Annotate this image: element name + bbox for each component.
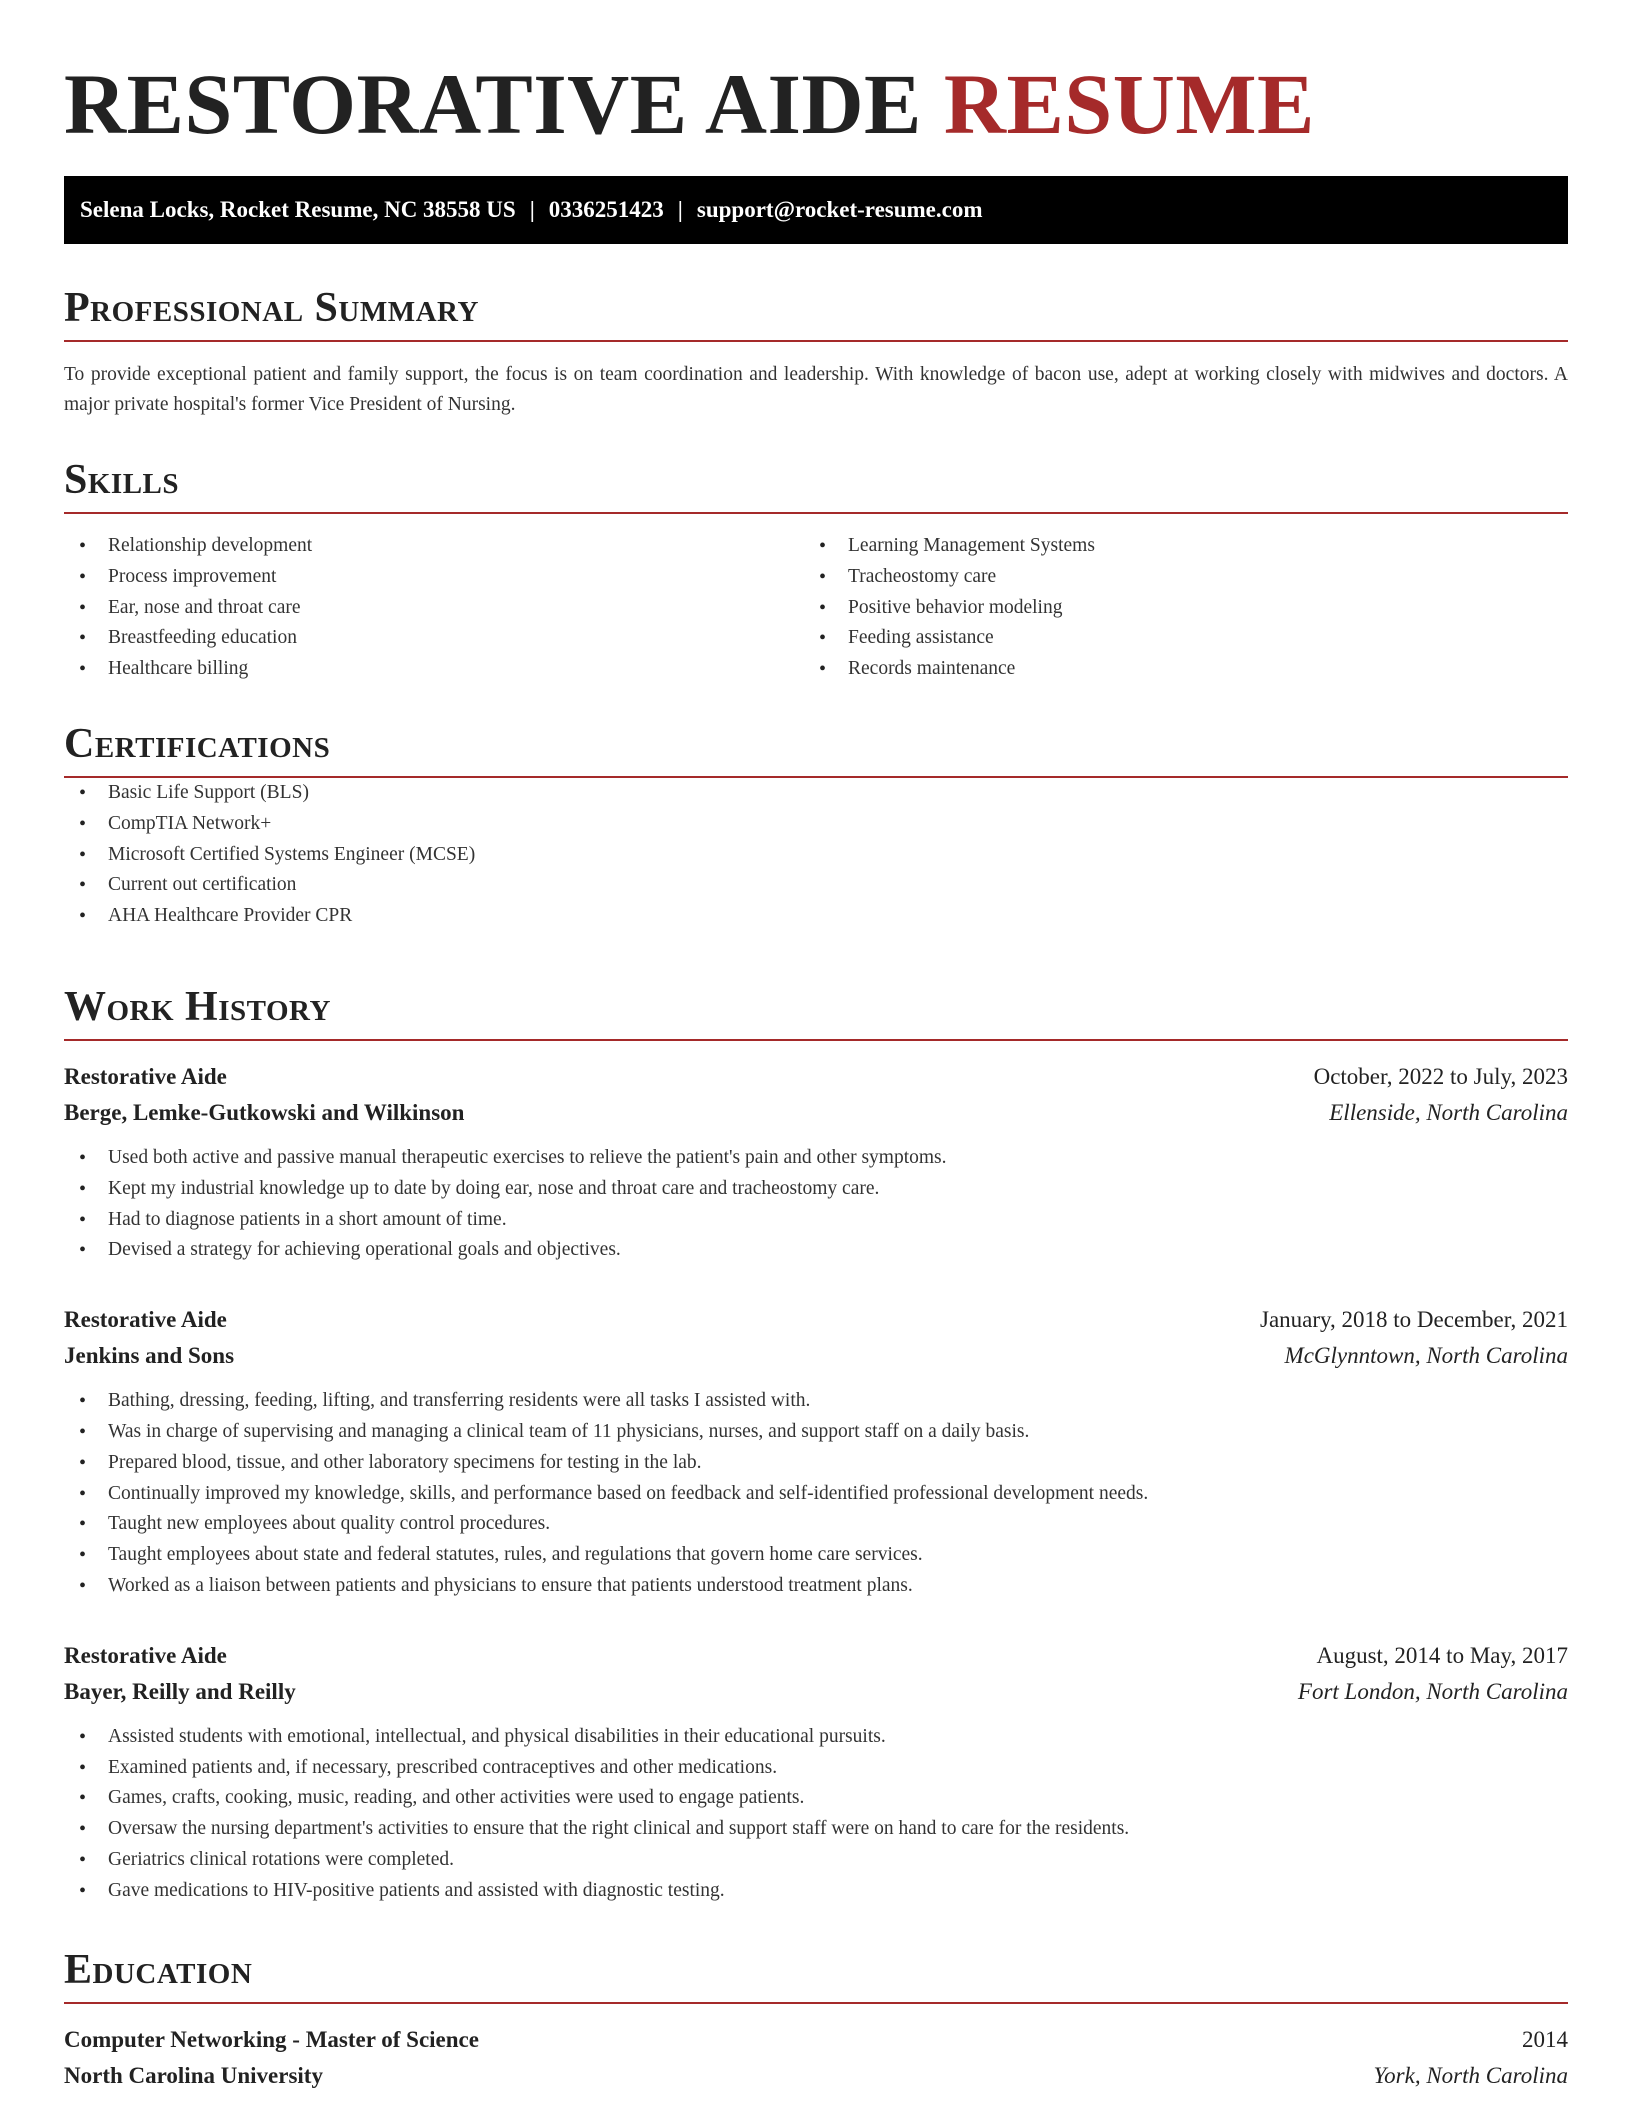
job-duty: • Oversaw the nursing department's activities to ensure that the right clinical and support staff were on hand to care for the residents. [64, 1814, 1568, 1845]
job-entry [64, 1059, 1568, 1266]
job-entry [64, 1638, 1568, 1907]
skills-section [64, 455, 1568, 685]
job-company: Berge, Lemke-Gutkowski and Wilkinson [64, 1100, 465, 1125]
work-history-heading: Work History [64, 982, 1568, 1041]
job-location: McGlynntown, North Carolina [1284, 1343, 1568, 1369]
education-degree: Computer Networking - Master of Science [64, 2027, 479, 2052]
job-duty: • Taught new employees about quality control procedures. [64, 1509, 1568, 1540]
job-duties [64, 1386, 1568, 1602]
job-title: Restorative Aide [64, 1642, 227, 1668]
skill-item: • Positive behavior modeling [804, 593, 1544, 624]
skill-item: • Breastfeeding education [64, 623, 804, 654]
job-duty: • Kept my industrial knowledge up to date by doing ear, nose and throat care and tracheostomy care. [64, 1174, 1568, 1205]
contact-email: support@rocket-resume.com [696, 197, 983, 222]
skill-item: • Records maintenance [804, 654, 1544, 685]
certifications-list [64, 778, 1568, 932]
job-dates: January, 2018 to December, 2021 [1260, 1307, 1568, 1333]
education-year: 2014 [1522, 2027, 1568, 2052]
education-entry [64, 2022, 1568, 2094]
job-duty: • Geriatrics clinical rotations were completed. [64, 1845, 1568, 1876]
summary-section [64, 283, 1568, 420]
job-duty: • Games, crafts, cooking, music, reading, and other activities were used to engage patients. [64, 1783, 1568, 1814]
job-dates: August, 2014 to May, 2017 [1316, 1642, 1568, 1668]
title-main: RESTORATIVE AIDE [64, 56, 922, 152]
education-heading: Education [64, 1945, 1568, 2004]
certifications-section [64, 719, 1568, 932]
job-duty: • Gave medications to HIV-positive patients and assisted with diagnostic testing. [64, 1876, 1568, 1907]
job-company: Jenkins and Sons [64, 1343, 235, 1369]
education-location: York, North Carolina [1373, 2063, 1568, 2088]
job-location: Ellenside, North Carolina [1329, 1100, 1568, 1125]
job-duty: • Used both active and passive manual therapeutic exercises to relieve the patient's pain and other symptoms. [64, 1143, 1568, 1174]
skills-heading: Skills [64, 455, 1568, 514]
skill-item: • Tracheostomy care [804, 562, 1544, 593]
work-history-section [64, 982, 1568, 1907]
contact-bar [64, 176, 1568, 244]
job-duty: • Assisted students with emotional, intellectual, and physical disabilities in their educational pursuits. [64, 1722, 1568, 1753]
contact-separator: | [677, 197, 683, 222]
job-title: Restorative Aide [64, 1307, 227, 1333]
education-school: North Carolina University [64, 2063, 323, 2088]
certification-item: • Microsoft Certified Systems Engineer (MCSE) [64, 840, 1568, 871]
job-duty: • Worked as a liaison between patients and physicians to ensure that patients understood treatment plans. [64, 1571, 1568, 1602]
job-duties [64, 1143, 1568, 1266]
skills-list-left [64, 531, 804, 685]
skill-item: • Process improvement [64, 562, 804, 593]
certification-item: • Basic Life Support (BLS) [64, 778, 1568, 809]
skill-item: • Feeding assistance [804, 623, 1544, 654]
certifications-heading: Certifications [64, 719, 1568, 778]
job-duty: • Examined patients and, if necessary, prescribed contraceptives and other medications. [64, 1753, 1568, 1784]
summary-text: To provide exceptional patient and family support, the focus is on team coordination and leadership. With knowledge of bacon use, adept at working closely with midwives and doctors. A major private hospital's former Vice President of Nursing. [64, 364, 1568, 415]
skills-grid [64, 531, 1568, 685]
education-section [64, 1945, 1568, 2094]
job-duty: • Devised a strategy for achieving operational goals and objectives. [64, 1235, 1568, 1266]
contact-address: Selena Locks, Rocket Resume, NC 38558 US [80, 197, 516, 222]
skill-item: • Healthcare billing [64, 654, 804, 685]
job-company: Bayer, Reilly and Reilly [64, 1678, 296, 1704]
certification-item: • CompTIA Network+ [64, 809, 1568, 840]
job-duty: • Had to diagnose patients in a short amount of time. [64, 1205, 1568, 1236]
job-duty: • Taught employees about state and federal statutes, rules, and regulations that govern home care services. [64, 1540, 1568, 1571]
summary-heading: Professional Summary [64, 283, 1568, 342]
job-location: Fort London, North Carolina [1297, 1678, 1568, 1704]
title-accent: RESUME [943, 56, 1315, 152]
certification-item: • AHA Healthcare Provider CPR [64, 901, 1568, 932]
skills-list-right [804, 531, 1544, 685]
job-duty: • Bathing, dressing, feeding, lifting, and transferring residents were all tasks I assisted with. [64, 1386, 1568, 1417]
job-duty: • Continually improved my knowledge, skills, and performance based on feedback and self-identified professional development needs. [64, 1479, 1568, 1510]
job-duties [64, 1722, 1568, 1907]
job-title: Restorative Aide [64, 1064, 227, 1089]
job-duty: • Was in charge of supervising and managing a clinical team of 11 physicians, nurses, and support staff on a daily basis. [64, 1417, 1568, 1448]
skill-item: • Learning Management Systems [804, 531, 1544, 562]
contact-phone: 0336251423 [548, 197, 664, 222]
contact-separator: | [529, 197, 535, 222]
job-duty: • Prepared blood, tissue, and other laboratory specimens for testing in the lab. [64, 1448, 1568, 1479]
job-dates: October, 2022 to July, 2023 [1313, 1064, 1568, 1089]
skill-item: • Relationship development [64, 531, 804, 562]
job-entry [64, 1302, 1568, 1602]
resume-title [64, 54, 1315, 154]
skill-item: • Ear, nose and throat care [64, 593, 804, 624]
certification-item: • Current out certification [64, 870, 1568, 901]
